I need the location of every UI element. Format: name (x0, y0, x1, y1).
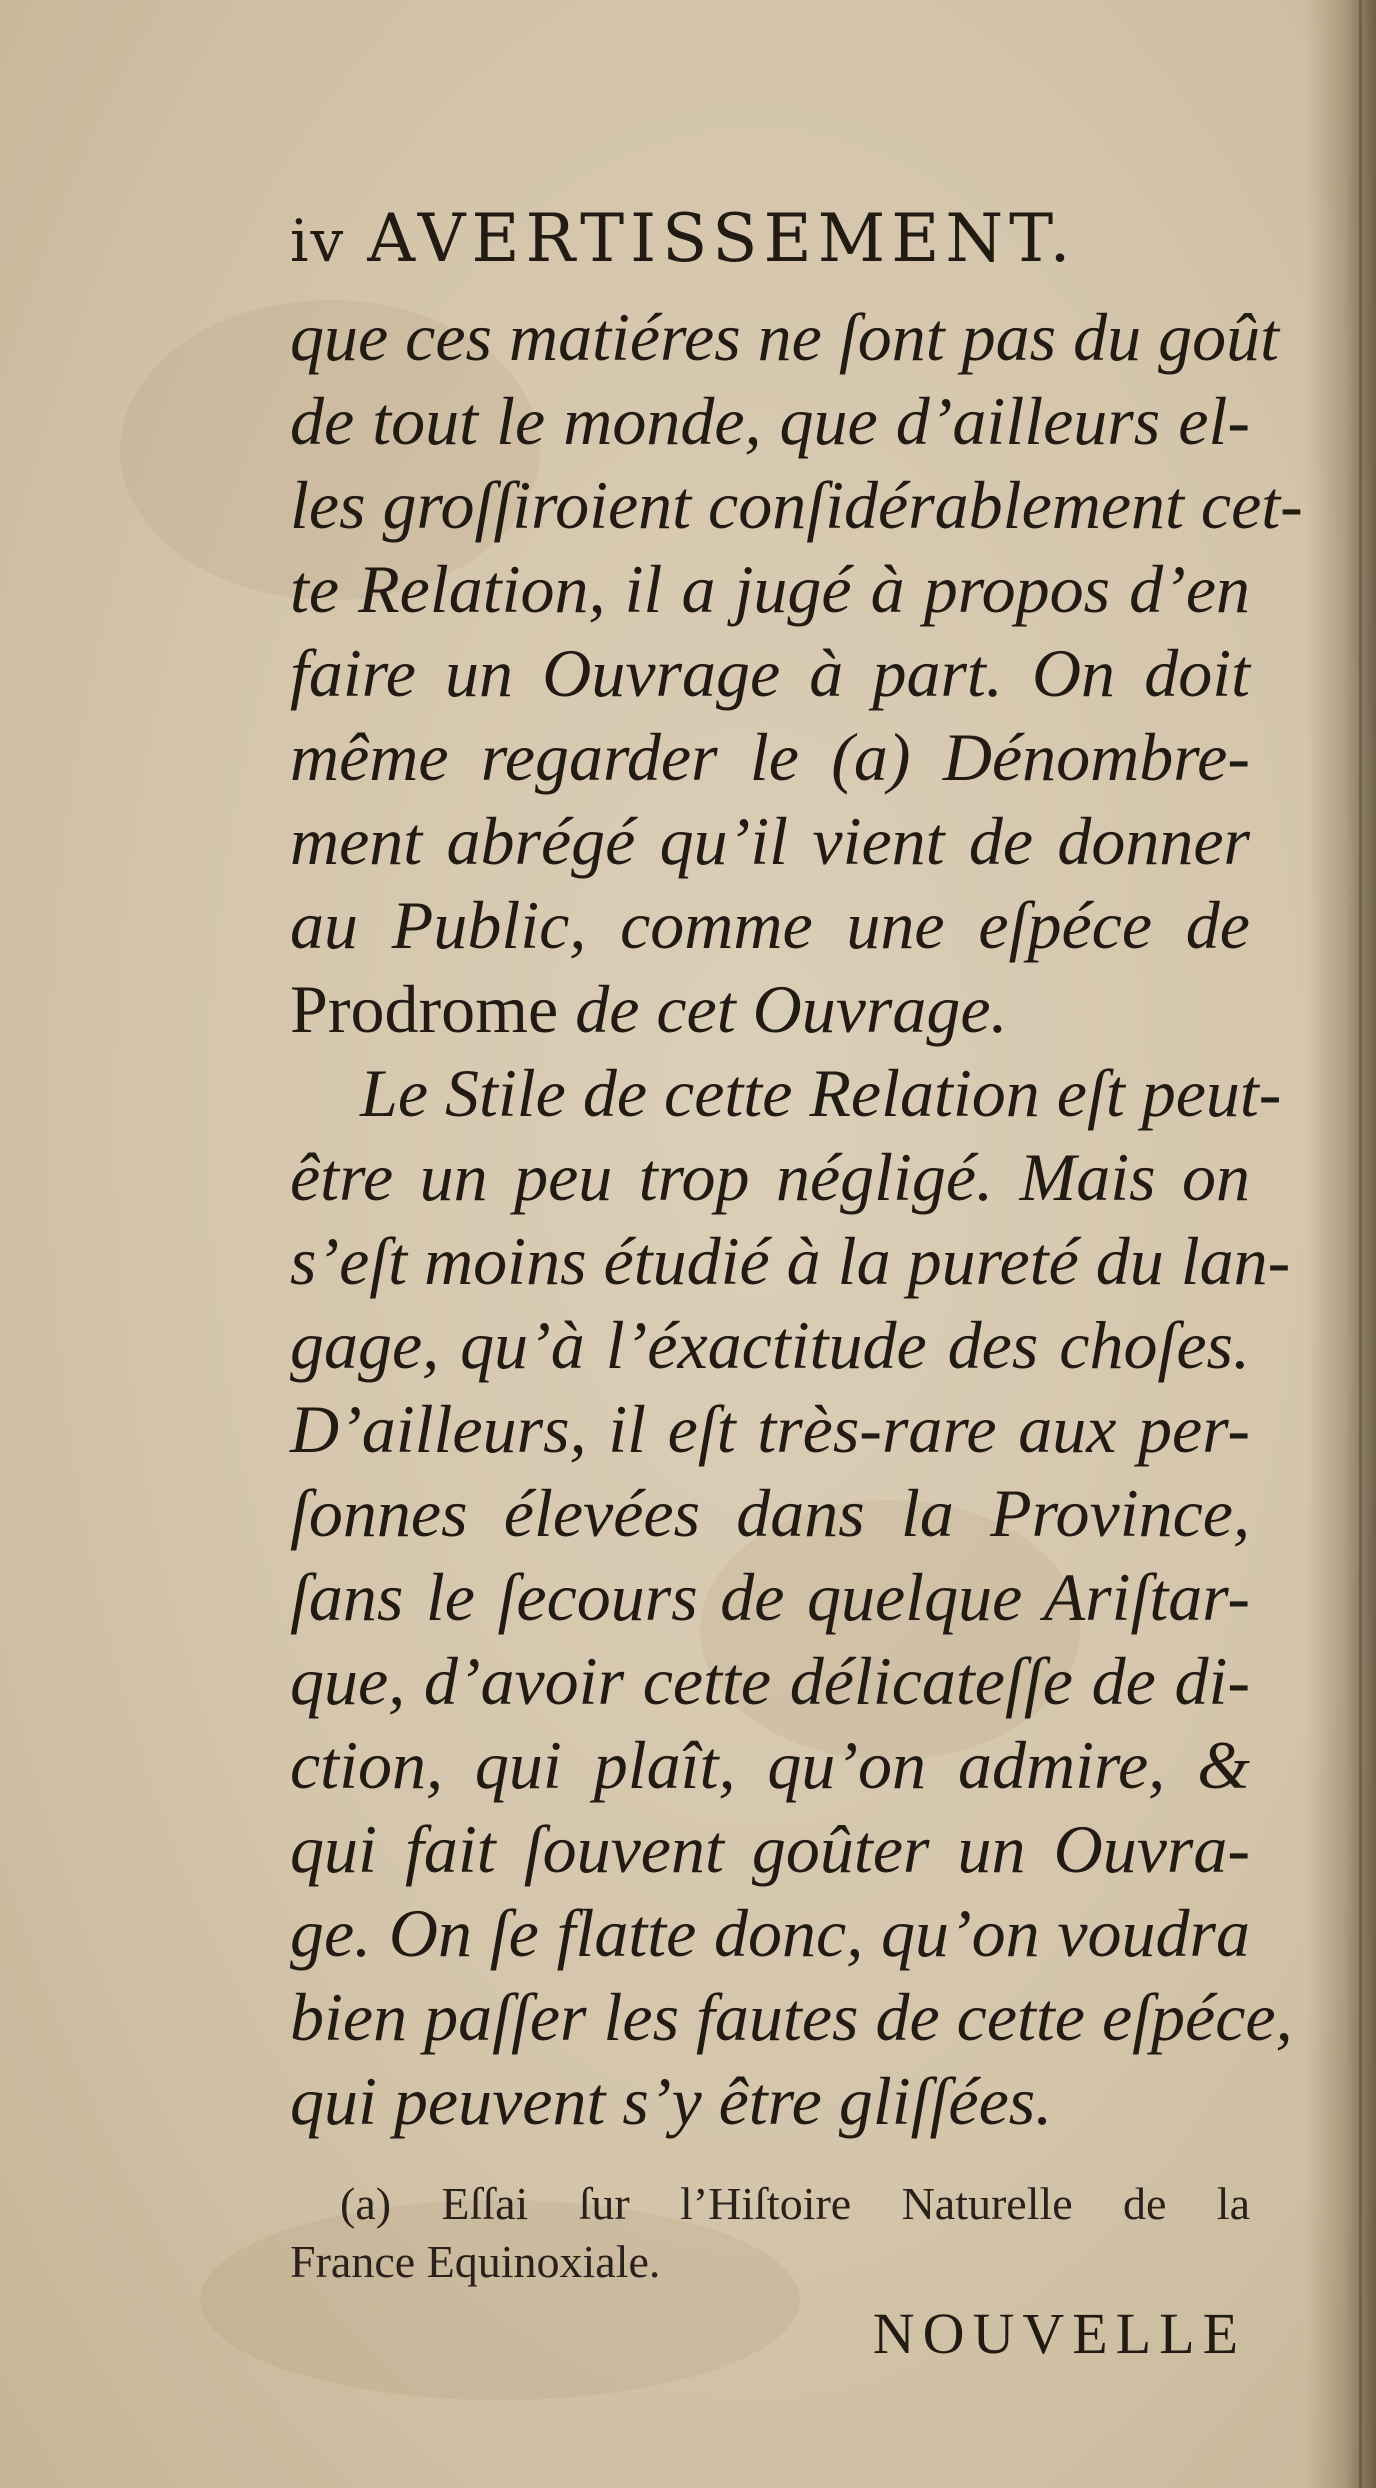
text-line: que, d’avoir cette délicateſſe de di- (290, 1643, 1250, 1719)
page-number: iv (290, 207, 346, 275)
footnote-text: Eſſai ſur l’Hiſtoire Naturelle de la (391, 2178, 1250, 2229)
text-line: Le Stile de cette Relation eſt peut- (360, 1055, 1282, 1131)
binding-edge (1359, 0, 1362, 2488)
text-line: ge. On ſe flatte donc, qu’on voudra (290, 1895, 1250, 1971)
text-line: qui fait ſouvent goûter un Ouvra- (290, 1811, 1250, 1887)
text-line: même regarder le (a) Dénombre- (290, 719, 1250, 795)
text-line: faire un Ouvrage à part. On doit (290, 635, 1250, 711)
text-line: les groſſiroient conſidérablement cet- (290, 467, 1303, 543)
text-line: ment abrégé qu’il vient de donner (290, 803, 1250, 879)
text-line: ſans le ſecours de quelque Ariſtar- (290, 1559, 1250, 1635)
text-line: être un peu trop négligé. Mais on (290, 1139, 1250, 1215)
text-line: gage, qu’à l’éxactitude des choſes. (290, 1307, 1250, 1383)
running-head (290, 200, 1250, 290)
text-line: au Public, comme une eſpéce de (290, 887, 1250, 963)
text-line: ction, qui plaît, qu’on admire, & (290, 1727, 1250, 1803)
binding-shadow (1306, 0, 1376, 2488)
footnote-marker: (a) (340, 2178, 392, 2229)
running-title: AVERTISSEMENT. (367, 200, 1077, 277)
catchword: NOUVELLE (872, 2301, 1246, 2366)
footnote-line: France Equinoxiale. (290, 2236, 661, 2287)
footnote-line (340, 2175, 1250, 2233)
text-line: qui peuvent s’y être gliſſées. (290, 2063, 1053, 2139)
text-line-final (290, 967, 1250, 1051)
text-line: D’ailleurs, il eſt très-rare aux per- (290, 1391, 1250, 1467)
text-line: s’eſt moins étudié à la pureté du lan- (290, 1223, 1291, 1299)
text-line: que ces matiéres ne ſont pas du goût (290, 299, 1279, 375)
italic-rest: de cet Ouvrage. (558, 971, 1008, 1047)
text-line: de tout le monde, que d’ailleurs el- (290, 383, 1250, 459)
roman-word: Prodrome (290, 971, 559, 1047)
text-line: bien paſſer les fautes de cette eſpéce, (290, 1979, 1293, 2055)
text-line: ſonnes élevées dans la Province, (290, 1475, 1250, 1551)
text-line: te Relation, il a jugé à propos d’en (290, 551, 1250, 627)
